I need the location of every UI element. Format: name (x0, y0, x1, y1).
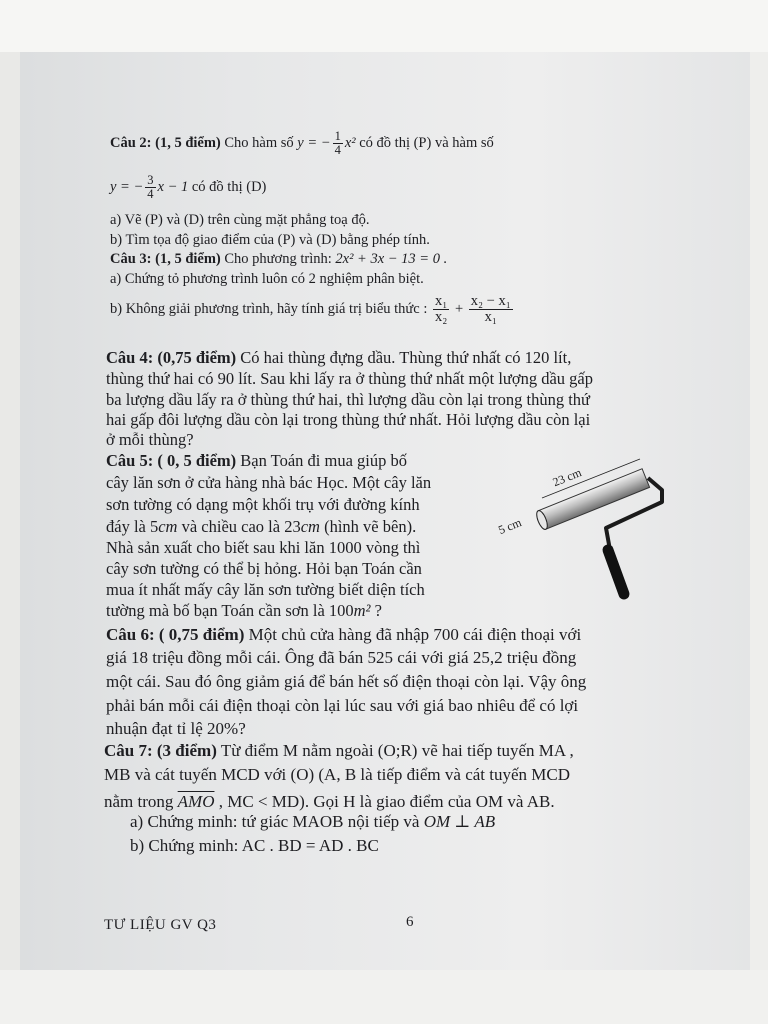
q7-line-2: MB và cát tuyến MCD với (O) (A, B là tiếp điểm và cát tuyến MCD (104, 765, 571, 784)
q2-part-b: b) Tìm tọa độ giao điểm của (P) và (D) bằng phép tính. (110, 232, 430, 248)
q6-line-1: Câu 6: ( 0,75 điểm) Một chủ cửa hàng đã nhập 700 cái điện thoại với (106, 625, 582, 644)
q6-line-3: một cái. Sau đó ông giảm giá để bán hết số điện thoại còn lại. Vậy ông (106, 672, 587, 691)
q5-heading: Câu 5: ( 0, 5 điểm) (106, 451, 237, 470)
q4-line-2: thùng thứ hai có 90 lít. Sau khi lấy ra ở thùng thứ nhất một lượng dầu gấp (106, 369, 593, 388)
q7-line-1: Câu 7: (3 điểm) Từ điểm M nằm ngoài (O;R) vẽ hai tiếp tuyến MA , (104, 741, 574, 760)
q3-fraction-2: $\frac{\text{x₂ − x₁}}{\text{x₁}}$ (470, 293, 511, 326)
q3-part-b: b) Không giải phương trình, hãy tính giá trị biểu thức : $\frac{\text{x₁}}{\text{x₂}}$ + $\frac{\text{x₂ − x₁}}{\text{x₁}}$ (110, 293, 511, 326)
q2-heading: Câu 2: (1, 5 điểm) (110, 134, 221, 151)
q5-line-3: sơn tường có dạng một khối trụ với đường kính (106, 495, 420, 514)
q5-line-8: tường mà bố bạn Toán cần sơn là 100m² ? (106, 601, 382, 620)
q6-line-2: giá 18 triệu đồng mỗi cái. Ông đã bán 525 cái với giá 25,2 triệu đồng (106, 648, 577, 667)
background-left (0, 52, 20, 970)
background-right (750, 52, 768, 970)
q4-line-3: ba lượng dầu lấy ra ở thùng thứ hai, thì lượng dầu còn lại trong thùng thứ (106, 390, 590, 409)
q4-line-4: hai gấp đôi lượng dầu còn lại trong thùng thứ nhất. Hỏi lượng dầu còn lại (106, 410, 591, 429)
q2-text-2: có đồ thị (P) và hàm số (359, 134, 494, 151)
q7-part-b: b) Chứng minh: AC . BD = AD . BC (130, 836, 379, 855)
q6-line-5: nhuận đạt tỉ lệ 20%? (106, 719, 246, 738)
q4-heading: Câu 4: (0,75 điểm) (106, 348, 237, 367)
background-top (0, 0, 768, 52)
paint-roller-figure (490, 458, 680, 608)
q5-line-7: mua ít nhất mấy cây lăn sơn tường biết diện tích (106, 580, 425, 599)
q2-line-1 (110, 130, 494, 157)
page-number: 6 (406, 914, 414, 930)
q2-fraction-2: $\frac{3}{4}$ (147, 173, 154, 202)
q3-text: Cho phương trình: (224, 251, 332, 267)
q2-text-3: có đồ thị (D) (191, 178, 267, 195)
q2-text: Cho hàm số (224, 134, 294, 151)
footer-label: TƯ LIỆU GV Q3 (104, 917, 217, 933)
q5-line-6: cây sơn tường có thể bị hỏng. Hỏi bạn Toán cần (106, 559, 422, 578)
q3-heading: Câu 3: (1, 5 điểm) (110, 251, 221, 267)
q3-equation: 2x² + 3x − 13 = 0 . (335, 251, 448, 267)
q2-line-2 (110, 174, 266, 201)
q6-line-4: phải bán mỗi cái điện thoại còn lại lúc sau với giá bao nhiêu để có lợi (106, 696, 579, 715)
q4-line-1: Câu 4: (0,75 điểm) Có hai thùng đựng dầu. Thùng thứ nhất có 120 lít, (106, 348, 572, 367)
q5-line-1: Câu 5: ( 0, 5 điểm) Bạn Toán đi mua giúp bố (106, 451, 408, 470)
q7-heading: Câu 7: (3 điểm) (104, 741, 217, 760)
label-length: 23 cm (550, 465, 584, 490)
q2-formula-rest: x² (344, 134, 356, 151)
q3-part-a: a) Chứng tỏ phương trình luôn có 2 nghiệm phân biệt. (110, 271, 424, 287)
q6-heading: Câu 6: ( 0,75 điểm) (106, 625, 245, 644)
q2-part-a: a) Vẽ (P) và (D) trên cùng mặt phẳng toạ độ. (110, 212, 370, 228)
q7-part-a: a) Chứng minh: tứ giác MAOB nội tiếp và OM ⊥ AB (130, 812, 496, 831)
q5-line-2: cây lăn sơn ở cửa hàng nhà bác Học. Một cây lăn (106, 473, 432, 492)
q7-line-3: nằm trong $\overline{AMO}$ , MC < MD). Gọi H là giao điểm của OM và AB. (104, 792, 555, 811)
q5-line-5: Nhà sản xuất cho biết sau khi lăn 1000 vòng thì (106, 538, 421, 557)
q5-line-4: đáy là 5cm và chiều cao là 23cm (hình vẽ bên). (106, 517, 417, 536)
background-bottom (0, 970, 768, 1024)
q2-formula2-rest: x − 1 (157, 178, 189, 195)
q3-fraction-1: $\frac{\text{x₁}}{\text{x₂}}$ (435, 293, 448, 326)
q2-formula2-lhs: y = − (110, 178, 144, 195)
q4-line-5: ở mỗi thùng? (106, 430, 194, 449)
roller-handle-grip (608, 550, 624, 594)
label-diameter: 5 cm (496, 515, 524, 537)
q3-line-1 (110, 251, 447, 268)
q2-fraction-1: $\frac{1}{4}$ (334, 129, 341, 158)
q2-formula-lhs: y = − (297, 134, 331, 151)
